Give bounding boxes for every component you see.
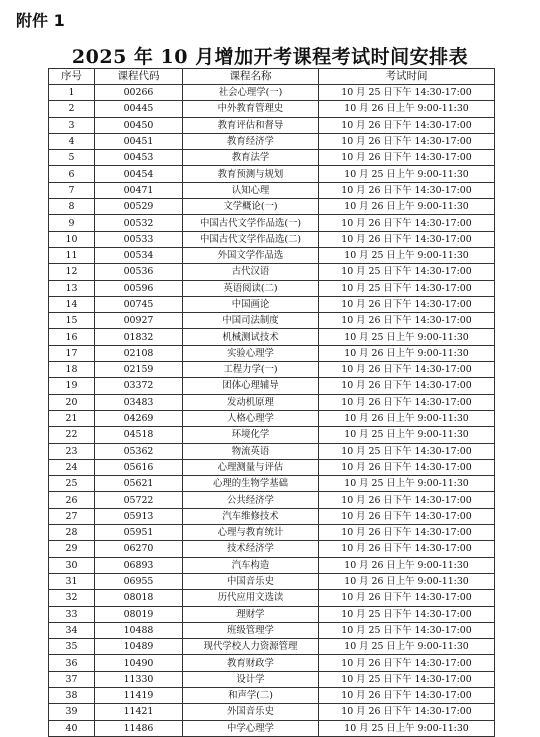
table-row (49, 557, 495, 573)
cell-course-code: 10489 (95, 639, 183, 655)
cell-course-name: 班级管理学 (183, 622, 319, 638)
cell-index: 16 (49, 329, 95, 345)
cell-exam-time: 10 月 26 日下午 14:30-17:00 (319, 313, 495, 329)
table-row (49, 573, 495, 589)
cell-course-code: 10490 (95, 655, 183, 671)
cell-exam-time: 10 月 26 日上午 9:00-11:30 (319, 199, 495, 215)
cell-exam-time: 10 月 26 日下午 14:30-17:00 (319, 182, 495, 198)
cell-index: 1 (49, 85, 95, 101)
cell-course-code: 05722 (95, 492, 183, 508)
cell-exam-time: 10 月 26 日下午 14:30-17:00 (319, 133, 495, 149)
table-row (49, 443, 495, 459)
cell-course-name: 心理与教育统计 (183, 525, 319, 541)
cell-course-code: 00536 (95, 264, 183, 280)
cell-exam-time: 10 月 25 日上午 9:00-11:30 (319, 427, 495, 443)
cell-course-name: 教育评估和督导 (183, 117, 319, 133)
table-row (49, 687, 495, 703)
cell-index: 7 (49, 182, 95, 198)
column-header-course-name: 课程名称 (183, 69, 319, 85)
table-row (49, 296, 495, 312)
cell-exam-time: 10 月 26 日上午 9:00-11:30 (319, 345, 495, 361)
cell-exam-time: 10 月 25 日下午 14:30-17:00 (319, 622, 495, 638)
table-row (49, 671, 495, 687)
cell-exam-time: 10 月 26 日上午 9:00-11:30 (319, 410, 495, 426)
cell-exam-time: 10 月 26 日下午 14:30-17:00 (319, 704, 495, 720)
cell-course-code: 00471 (95, 182, 183, 198)
table-row (49, 85, 495, 101)
exam-schedule-table (48, 68, 495, 737)
cell-course-name: 机械测试技术 (183, 329, 319, 345)
table-row (49, 427, 495, 443)
cell-course-name: 文学概论(一) (183, 199, 319, 215)
cell-exam-time: 10 月 25 日下午 14:30-17:00 (319, 443, 495, 459)
cell-course-code: 04269 (95, 410, 183, 426)
cell-index: 25 (49, 476, 95, 492)
cell-course-code: 11419 (95, 687, 183, 703)
cell-index: 4 (49, 133, 95, 149)
cell-course-code: 10488 (95, 622, 183, 638)
cell-course-name: 历代应用文选读 (183, 590, 319, 606)
table-row (49, 231, 495, 247)
cell-index: 10 (49, 231, 95, 247)
table-row (49, 133, 495, 149)
cell-course-code: 04518 (95, 427, 183, 443)
cell-course-name: 中国古代文学作品选(二) (183, 231, 319, 247)
cell-index: 6 (49, 166, 95, 182)
cell-course-code: 05913 (95, 508, 183, 524)
cell-exam-time: 10 月 26 日下午 14:30-17:00 (319, 215, 495, 231)
table-row (49, 394, 495, 410)
cell-index: 21 (49, 410, 95, 426)
cell-index: 31 (49, 573, 95, 589)
cell-index: 40 (49, 720, 95, 736)
cell-exam-time: 10 月 26 日下午 14:30-17:00 (319, 296, 495, 312)
cell-index: 39 (49, 704, 95, 720)
table-row (49, 639, 495, 655)
cell-course-name: 古代汉语 (183, 264, 319, 280)
cell-course-code: 08018 (95, 590, 183, 606)
cell-index: 28 (49, 525, 95, 541)
cell-course-name: 中外教育管理史 (183, 101, 319, 117)
cell-index: 8 (49, 199, 95, 215)
cell-exam-time: 10 月 25 日上午 9:00-11:30 (319, 720, 495, 736)
cell-course-name: 英语阅读(二) (183, 280, 319, 296)
cell-index: 24 (49, 459, 95, 475)
table-row (49, 606, 495, 622)
cell-index: 32 (49, 590, 95, 606)
cell-index: 15 (49, 313, 95, 329)
table-row (49, 247, 495, 263)
cell-course-code: 00266 (95, 85, 183, 101)
cell-course-name: 教育预测与规划 (183, 166, 319, 182)
cell-course-name: 和声学(二) (183, 687, 319, 703)
column-header-index: 序号 (49, 69, 95, 85)
cell-exam-time: 10 月 26 日上午 9:00-11:30 (319, 101, 495, 117)
cell-course-code: 11486 (95, 720, 183, 736)
cell-course-code: 05951 (95, 525, 183, 541)
cell-course-name: 实验心理学 (183, 345, 319, 361)
cell-index: 36 (49, 655, 95, 671)
cell-exam-time: 10 月 26 日下午 14:30-17:00 (319, 117, 495, 133)
cell-course-name: 现代学校人力资源管理 (183, 639, 319, 655)
cell-course-name: 工程力学(一) (183, 362, 319, 378)
cell-exam-time: 10 月 26 日下午 14:30-17:00 (319, 492, 495, 508)
cell-course-code: 06270 (95, 541, 183, 557)
table-row (49, 704, 495, 720)
table-row (49, 655, 495, 671)
cell-course-name: 认知心理 (183, 182, 319, 198)
cell-course-name: 环境化学 (183, 427, 319, 443)
cell-course-code: 02159 (95, 362, 183, 378)
cell-course-code: 00927 (95, 313, 183, 329)
table-row (49, 362, 495, 378)
table-row (49, 378, 495, 394)
table-row (49, 622, 495, 638)
cell-exam-time: 10 月 25 日下午 14:30-17:00 (319, 85, 495, 101)
cell-index: 17 (49, 345, 95, 361)
cell-course-code: 11330 (95, 671, 183, 687)
cell-course-code: 06955 (95, 573, 183, 589)
table-row (49, 280, 495, 296)
cell-course-code: 00533 (95, 231, 183, 247)
cell-index: 22 (49, 427, 95, 443)
cell-course-name: 社会心理学(一) (183, 85, 319, 101)
table-row (49, 166, 495, 182)
table-row (49, 264, 495, 280)
cell-index: 34 (49, 622, 95, 638)
cell-exam-time: 10 月 25 日上午 9:00-11:30 (319, 247, 495, 263)
cell-course-code: 00454 (95, 166, 183, 182)
cell-exam-time: 10 月 26 日下午 14:30-17:00 (319, 362, 495, 378)
cell-exam-time: 10 月 26 日下午 14:30-17:00 (319, 459, 495, 475)
cell-course-code: 03372 (95, 378, 183, 394)
cell-course-name: 人格心理学 (183, 410, 319, 426)
table-row (49, 117, 495, 133)
cell-index: 11 (49, 247, 95, 263)
cell-exam-time: 10 月 26 日下午 14:30-17:00 (319, 655, 495, 671)
attachment-label: 附件 1 (16, 11, 65, 30)
cell-exam-time: 10 月 25 日下午 14:30-17:00 (319, 264, 495, 280)
table-row (49, 508, 495, 524)
cell-exam-time: 10 月 26 日下午 14:30-17:00 (319, 541, 495, 557)
cell-exam-time: 10 月 26 日下午 14:30-17:00 (319, 590, 495, 606)
cell-course-code: 01832 (95, 329, 183, 345)
table-row (49, 150, 495, 166)
cell-exam-time: 10 月 26 日下午 14:30-17:00 (319, 525, 495, 541)
cell-course-name: 中国古代文学作品选(一) (183, 215, 319, 231)
table-row (49, 459, 495, 475)
page-title: 2025 年 10 月增加开考课程考试时间安排表 (71, 46, 469, 68)
cell-course-name: 外国音乐史 (183, 704, 319, 720)
cell-course-name: 教育经济学 (183, 133, 319, 149)
cell-exam-time: 10 月 25 日下午 14:30-17:00 (319, 671, 495, 687)
cell-index: 27 (49, 508, 95, 524)
cell-course-name: 技术经济学 (183, 541, 319, 557)
table-row (49, 329, 495, 345)
cell-course-name: 中国音乐史 (183, 573, 319, 589)
cell-course-code: 00445 (95, 101, 183, 117)
cell-index: 23 (49, 443, 95, 459)
cell-exam-time: 10 月 25 日上午 9:00-11:30 (319, 329, 495, 345)
cell-exam-time: 10 月 25 日上午 9:00-11:30 (319, 639, 495, 655)
cell-exam-time: 10 月 25 日上午 9:00-11:30 (319, 476, 495, 492)
table-row (49, 476, 495, 492)
table-row (49, 313, 495, 329)
cell-index: 18 (49, 362, 95, 378)
column-header-course-code: 课程代码 (95, 69, 183, 85)
table-row (49, 101, 495, 117)
cell-exam-time: 10 月 26 日下午 14:30-17:00 (319, 394, 495, 410)
cell-exam-time: 10 月 26 日下午 14:30-17:00 (319, 150, 495, 166)
cell-course-code: 05362 (95, 443, 183, 459)
cell-course-code: 05616 (95, 459, 183, 475)
cell-course-code: 00532 (95, 215, 183, 231)
cell-index: 30 (49, 557, 95, 573)
table-row (49, 492, 495, 508)
cell-course-name: 心理测量与评估 (183, 459, 319, 475)
cell-index: 20 (49, 394, 95, 410)
cell-exam-time: 10 月 25 日上午 9:00-11:30 (319, 166, 495, 182)
cell-index: 14 (49, 296, 95, 312)
cell-course-code: 00451 (95, 133, 183, 149)
cell-course-code: 05621 (95, 476, 183, 492)
cell-course-name: 公共经济学 (183, 492, 319, 508)
cell-index: 12 (49, 264, 95, 280)
cell-course-name: 物流英语 (183, 443, 319, 459)
column-header-exam-time: 考试时间 (319, 69, 495, 85)
cell-index: 5 (49, 150, 95, 166)
table-header-row (49, 69, 495, 85)
cell-index: 35 (49, 639, 95, 655)
cell-course-name: 教育财政学 (183, 655, 319, 671)
cell-course-name: 发动机原理 (183, 394, 319, 410)
cell-course-name: 中国画论 (183, 296, 319, 312)
cell-exam-time: 10 月 26 日下午 14:30-17:00 (319, 231, 495, 247)
table-row (49, 199, 495, 215)
cell-course-code: 02108 (95, 345, 183, 361)
table-row (49, 215, 495, 231)
cell-course-code: 00450 (95, 117, 183, 133)
cell-course-name: 汽车构造 (183, 557, 319, 573)
cell-exam-time: 10 月 26 日上午 9:00-11:30 (319, 573, 495, 589)
cell-index: 37 (49, 671, 95, 687)
cell-course-code: 00534 (95, 247, 183, 263)
table-row (49, 410, 495, 426)
cell-course-code: 08019 (95, 606, 183, 622)
cell-exam-time: 10 月 26 日下午 14:30-17:00 (319, 378, 495, 394)
cell-course-name: 中国司法制度 (183, 313, 319, 329)
cell-index: 9 (49, 215, 95, 231)
cell-exam-time: 10 月 25 日下午 14:30-17:00 (319, 606, 495, 622)
cell-index: 13 (49, 280, 95, 296)
cell-course-code: 00596 (95, 280, 183, 296)
cell-course-name: 外国文学作品选 (183, 247, 319, 263)
cell-exam-time: 10 月 26 日上午 9:00-11:30 (319, 557, 495, 573)
cell-course-code: 03483 (95, 394, 183, 410)
cell-course-name: 设计学 (183, 671, 319, 687)
table-row (49, 590, 495, 606)
cell-index: 19 (49, 378, 95, 394)
cell-course-name: 理财学 (183, 606, 319, 622)
cell-course-code: 00453 (95, 150, 183, 166)
cell-exam-time: 10 月 26 日下午 14:30-17:00 (319, 687, 495, 703)
table-body (49, 85, 495, 737)
cell-course-name: 汽车维修技术 (183, 508, 319, 524)
cell-index: 3 (49, 117, 95, 133)
table-row (49, 525, 495, 541)
cell-index: 26 (49, 492, 95, 508)
cell-course-code: 06893 (95, 557, 183, 573)
cell-index: 38 (49, 687, 95, 703)
cell-index: 33 (49, 606, 95, 622)
cell-course-name: 团体心理辅导 (183, 378, 319, 394)
cell-course-code: 00529 (95, 199, 183, 215)
cell-course-name: 心理的生物学基础 (183, 476, 319, 492)
cell-course-name: 中学心理学 (183, 720, 319, 736)
cell-exam-time: 10 月 26 日下午 14:30-17:00 (319, 508, 495, 524)
table-row (49, 182, 495, 198)
table-row (49, 345, 495, 361)
cell-course-name: 教育法学 (183, 150, 319, 166)
cell-course-code: 00745 (95, 296, 183, 312)
cell-course-code: 11421 (95, 704, 183, 720)
table-row (49, 541, 495, 557)
cell-index: 2 (49, 101, 95, 117)
cell-exam-time: 10 月 25 日下午 14:30-17:00 (319, 280, 495, 296)
cell-index: 29 (49, 541, 95, 557)
